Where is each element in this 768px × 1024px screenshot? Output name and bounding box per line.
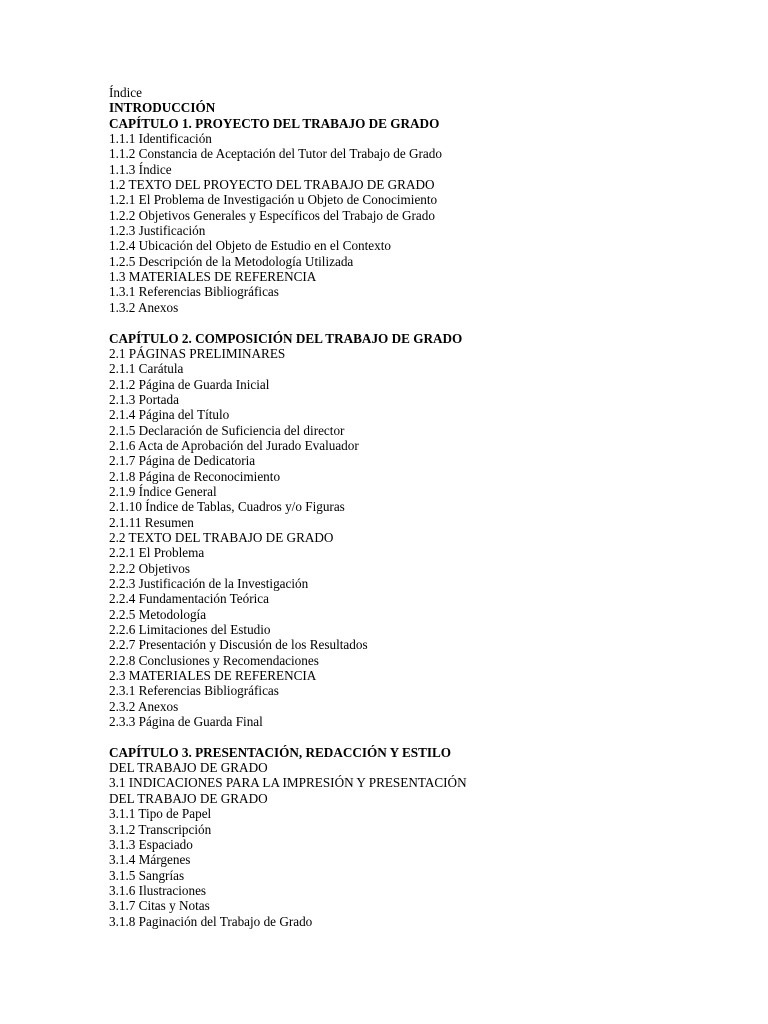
toc-entry: 2.3 MATERIALES DE REFERENCIA [109, 668, 317, 684]
toc-entry: 3.1.5 Sangrías [109, 867, 185, 883]
toc-entry: 2.2 TEXTO DEL TRABAJO DE GRADO [109, 529, 334, 545]
toc-entry: 2.3.1 Referencias Bibliográficas [109, 683, 279, 699]
toc-entry: 2.1.3 Portada [109, 391, 179, 407]
toc-entry: 1.1.2 Constancia de Aceptación del Tutor del Trabajo de Grado [109, 146, 442, 162]
toc-entry: 2.1 PÁGINAS PRELIMINARES [109, 345, 286, 361]
toc-entry: 1.1.1 Identificación [109, 131, 212, 147]
toc-entry: 3.1 INDICACIONES PARA LA IMPRESIÓN Y PRESENTACIÓN [109, 775, 467, 791]
toc-entry: 1.3.2 Anexos [109, 299, 179, 315]
toc-entry: 1.2.1 El Problema de Investigación u Objeto de Conocimiento [109, 192, 438, 208]
toc-entry: 1.2.4 Ubicación del Objeto de Estudio en el Contexto [109, 238, 392, 254]
toc-entry: 2.1.11 Resumen [109, 514, 194, 530]
document-page [109, 85, 749, 929]
toc-entry: 2.2.2 Objetivos [109, 560, 190, 576]
toc-entry: 3.1.4 Márgenes [109, 852, 191, 868]
toc-entry: 1.2.3 Justificación [109, 223, 206, 239]
toc-entry: 2.1.9 Índice General [109, 483, 217, 499]
toc-entry: 2.1.2 Página de Guarda Inicial [109, 376, 270, 392]
chapter-1-heading: CAPÍTULO 1. PROYECTO DEL TRABAJO DE GRADO [109, 115, 440, 131]
toc-entry: 1.3.1 Referencias Bibliográficas [109, 284, 279, 300]
toc-entry: DEL TRABAJO DE GRADO [109, 760, 268, 776]
chapter-1-entries [109, 131, 749, 315]
chapter-2-heading: CAPÍTULO 2. COMPOSICIÓN DEL TRABAJO DE GRADO [109, 330, 463, 346]
toc-entry: 1.2.5 Descripción de la Metodología Utilizada [109, 253, 354, 269]
chapter-3-heading: CAPÍTULO 3. PRESENTACIÓN, REDACCIÓN Y ESTILO [109, 744, 452, 760]
toc-entry: 2.2.6 Limitaciones del Estudio [109, 622, 271, 638]
toc-entry: 2.1.4 Página del Título [109, 407, 230, 423]
introduction-heading: INTRODUCCIÓN [109, 100, 216, 116]
toc-entry: 2.2.7 Presentación y Discusión de los Resultados [109, 637, 368, 653]
toc-entry: 2.2.8 Conclusiones y Recomendaciones [109, 652, 319, 668]
section-1 [109, 100, 749, 315]
section-3 [109, 745, 749, 929]
toc-entry: 3.1.6 Ilustraciones [109, 882, 207, 898]
toc-entry: 2.1.7 Página de Dedicatoria [109, 453, 256, 469]
toc-entry: 1.1.3 Índice [109, 161, 172, 177]
toc-entry: 2.1.8 Página de Reconocimiento [109, 468, 281, 484]
toc-entry: 1.3 MATERIALES DE REFERENCIA [109, 269, 317, 285]
toc-entry: 2.2.4 Fundamentación Teórica [109, 591, 269, 607]
section-gap [109, 315, 749, 330]
toc-entry: 3.1.8 Paginación del Trabajo de Grado [109, 913, 313, 929]
toc-entry: 3.1.1 Tipo de Papel [109, 806, 212, 822]
toc-entry: 2.1.5 Declaración de Suficiencia del director [109, 422, 345, 438]
section-gap [109, 729, 749, 744]
index-title: Índice [109, 85, 142, 100]
toc-entry: 2.2.3 Justificación de la Investigación [109, 576, 309, 591]
toc-entry: 3.1.2 Transcripción [109, 821, 212, 837]
toc-entry: 2.2.1 El Problema [109, 545, 205, 561]
toc-entry: 2.1.10 Índice de Tablas, Cuadros y/o Figuras [109, 499, 345, 515]
toc-entry: 1.2 TEXTO DEL PROYECTO DEL TRABAJO DE GRADO [109, 177, 435, 193]
chapter-3-entries [109, 760, 749, 929]
toc-entry: 2.3.3 Página de Guarda Final [109, 714, 263, 730]
toc-entry: 3.1.3 Espaciado [109, 836, 193, 852]
toc-entry: 3.1.7 Citas y Notas [109, 898, 210, 914]
toc-entry: 2.1.1 Carátula [109, 361, 184, 377]
toc-entry: 1.2.2 Objetivos Generales y Específicos del Trabajo de Grado [109, 207, 435, 223]
toc-entry: 2.2.5 Metodología [109, 606, 207, 622]
toc-entry: 2.1.6 Acta de Aprobación del Jurado Evaluador [109, 437, 359, 453]
section-2 [109, 331, 749, 730]
toc-entry: 2.3.2 Anexos [109, 698, 179, 714]
toc-entry: DEL TRABAJO DE GRADO [109, 790, 268, 806]
chapter-2-entries [109, 346, 749, 730]
